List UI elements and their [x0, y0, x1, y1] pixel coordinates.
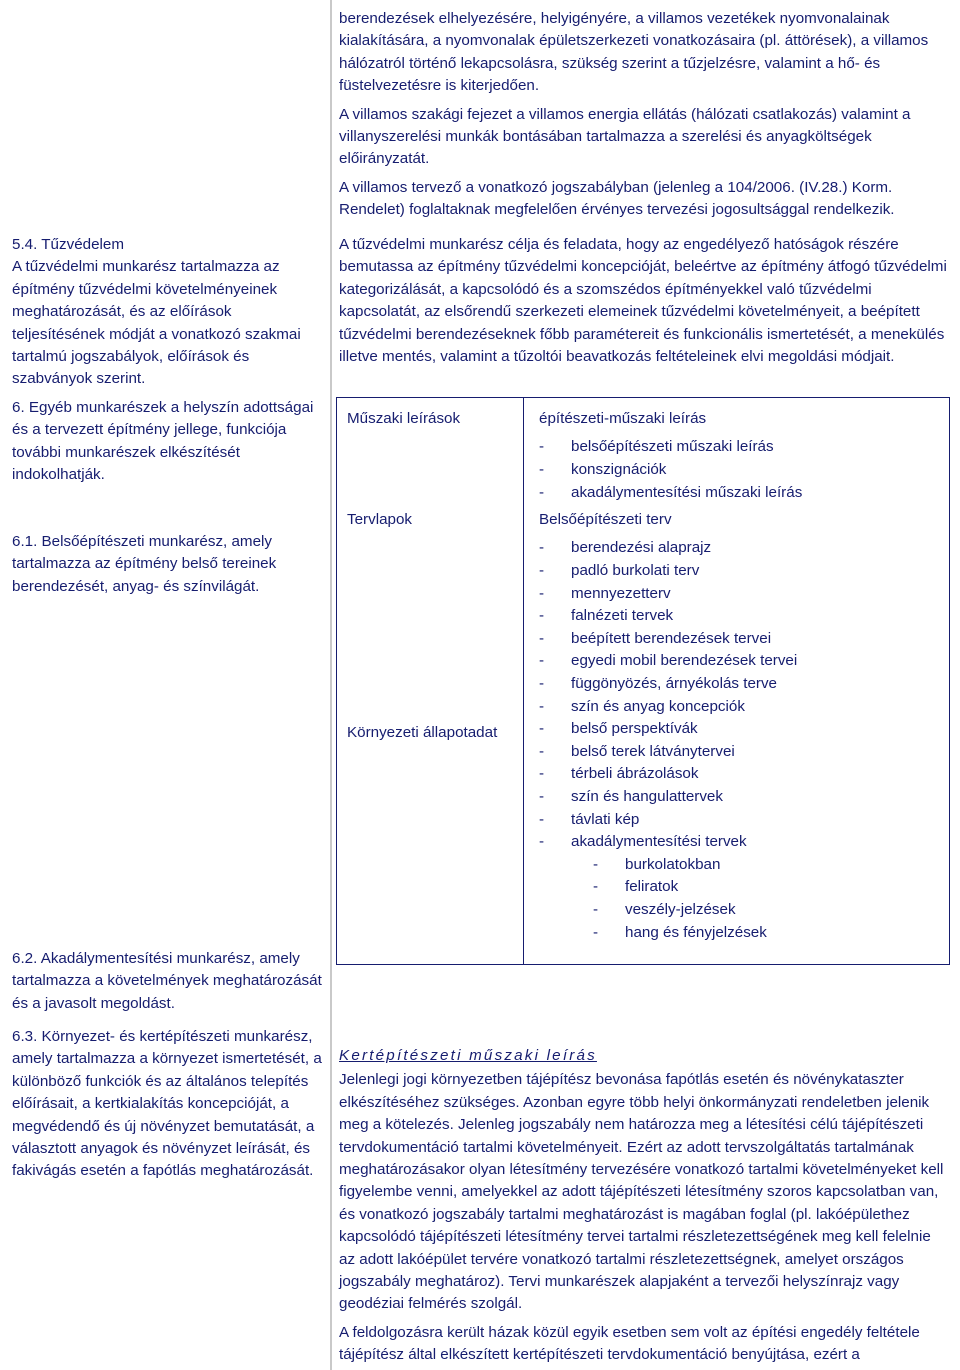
paragraph: 6.2. Akadálymentesítési munkarész, amely tartalmazza a követelmények meghatározását és a javasolt megoldást.: [12, 950, 322, 1012]
table-label-tervlapok: Tervlapok: [347, 511, 412, 528]
list-item: - belső perspektívák: [539, 718, 939, 741]
table-group-muszaki: [539, 408, 939, 504]
list-item: - mennyezetterv: [539, 583, 939, 606]
paragraph: 6.1. Belsőépítészeti munkarész, amely tartalmazza az építmény belső tereinek berendezését, anyag- és színvilágát.: [12, 533, 277, 595]
section-heading: 5.4. Tűzvédelem: [12, 236, 125, 253]
paragraph: 6. Egyéb munkarészek a helyszín adottságai és a tervezett építmény jellege, funkciója további munkarészek elkészítését indokolhatják.: [12, 399, 314, 484]
section-6: [12, 397, 324, 487]
paragraph: Jelenlegi jogi környezetben tájépítész bevonása fapótlás esetén és növénykataszter elkészítéséhez szükséges. Azonban egyre több helyi önkormányzati rendeletben jelenik meg a kötelezés. Jelenleg jogszabály nem határozza meg a létesítési célú tájépítészeti tervdokumentáció tartalmi követelményeit. Ezért az adott tervszolgáltatás tartalmának meghatározásakor olyan létesítmény tervezésére vonatkozó tartalmi követelményeket kell figyelembe venni, amelyekkel az adott tájépítészeti létesítmény szoros kapcsolatban van, és vonatkozó jogszabály tartalmi meghatározást is magában foglal (pl. lakóépülethez kapcsolódó tájépítészeti létesítmény tervei tartalmi részletezettségének meg kell felelnie az adott lakóépület tervére vonatkozó tartalmi részletezettségnek, amelyet országos jogszabály meghatároz). Tervi munkarészek alapjaként a tervezői helyszínrajz vagy geodéziai felmérés szolgál.: [339, 1071, 944, 1313]
paragraph: A feldolgozásra került házak közül egyik esetben sem volt az építési engedély feltétele tájépítész által elkészített kertépítészeti tervdokumentáció benyújtása, ezért a: [339, 1323, 920, 1364]
list-item: - egyedi mobil berendezések tervei: [539, 650, 939, 673]
column-separator: [330, 0, 332, 1370]
paragraph: 6.3. Környezet- és kertépítészeti munkarész, amely tartalmazza a környezet ismertetését, a különböző funkciók és az általános telepítés előírásait, a kertkialakítás koncepcióját, a megvédendő és új növényzet bemutatását, a választott anyagok és növényzet leírását, és fakivágás esetén a fapótlás meghatározását.: [12, 1028, 322, 1180]
sub-list-item: - hang és fényjelzések: [539, 922, 939, 945]
section-6-2: [12, 948, 324, 1015]
paragraph: berendezések elhelyezésére, helyigényére, a villamos vezetékek nyomvonalainak kialakítására, a nyomvonalak épületszerkezeti vonatkozásaira (pl. áttörések), a villamos hálózatról történő lekapcsolásra, szükség szerint a tűzjelzésre, valamint a hő- és füstelvezetésre is kiterjedően.: [339, 10, 929, 95]
list-item: - távlati kép: [539, 809, 939, 832]
section-6-1: [12, 531, 324, 598]
paragraph: A tűzvédelmi munkarész célja és feladata, hogy az engedélyező hatóságok részére bemutassa az építmény tűzvédelmi koncepcióját, beleértve az építmény átfogó tűzvédelmi kategorizálását, a kapcsolódó és a szomszédos építményekkel való tűzvédelmi kapcsolatát, az elsőrendű szerkezeti elemeinek tűzvédelmi követelményeit, a beépített tűzvédelmi berendezéseknek főbb paramétereit és funkcionális ismertetését, a menekülés illetve mentés, valamint a tűzoltói beavatkozás feltételeinek elvi megoldási módjait.: [339, 236, 947, 366]
intro-text-block: [339, 8, 951, 222]
list-item: - belsőépítészeti műszaki leírás: [539, 436, 939, 459]
table-label-muszaki: Műszaki leírások: [347, 410, 461, 427]
landscape-section: [339, 1045, 951, 1367]
table-group-tervlapok: [539, 509, 939, 944]
paragraph: A tűzvédelmi munkarész tartalmazza az építmény tűzvédelmi követelményeinek meghatározását, és az előírások teljesítésének módját a vonatkozó szakmai tartalmú jogszabályok, előírások és szabványok szerint.: [12, 258, 301, 388]
list-item: - konszignációk: [539, 459, 939, 482]
list-item: - akadálymentesítési műszaki leírás: [539, 482, 939, 505]
list-item: - szín és hangulattervek: [539, 786, 939, 809]
table-column-divider: [523, 397, 524, 965]
list-item: - belső terek látványtervei: [539, 741, 939, 764]
section-6-3: [12, 1026, 324, 1183]
fire-protection-right: [339, 234, 951, 368]
group-title: Belsőépítészeti terv: [539, 511, 672, 528]
list-item: - berendezési alaprajz: [539, 537, 939, 560]
paragraph: A villamos tervező a vonatkozó jogszabályban (jelenleg a 104/2006. (IV.28.) Korm. Rendelet) foglaltaknak megfelelően érvényes tervezési jogosultsággal rendelkezik.: [339, 178, 895, 219]
fire-protection-left: [12, 234, 324, 391]
list-item: - padló burkolati terv: [539, 560, 939, 583]
list-item: - akadálymentesítési tervek: [539, 831, 939, 854]
table-label-kornyezeti: Környezeti állapotadat: [347, 724, 498, 741]
sub-list-item: - burkolatokban: [539, 854, 939, 877]
list-item: - függönyözés, árnyékolás terve: [539, 673, 939, 696]
list-item: - szín és anyag koncepciók: [539, 696, 939, 719]
list-item: - térbeli ábrázolások: [539, 763, 939, 786]
sub-list-item: - veszély-jelzések: [539, 899, 939, 922]
list-item: - beépített berendezések tervei: [539, 628, 939, 651]
section-title: Kertépítészeti műszaki leírás: [339, 1047, 597, 1064]
list-item: - falnézeti tervek: [539, 605, 939, 628]
paragraph: A villamos szakági fejezet a villamos energia ellátás (hálózati csatlakozás) valamint a villanyszerelési munkák bontásában tartalmazza a szerelési és anyagköltségek előirányzatát.: [339, 105, 911, 168]
group-title: építészeti-műszaki leírás: [539, 410, 707, 427]
sub-list-item: - feliratok: [539, 876, 939, 899]
